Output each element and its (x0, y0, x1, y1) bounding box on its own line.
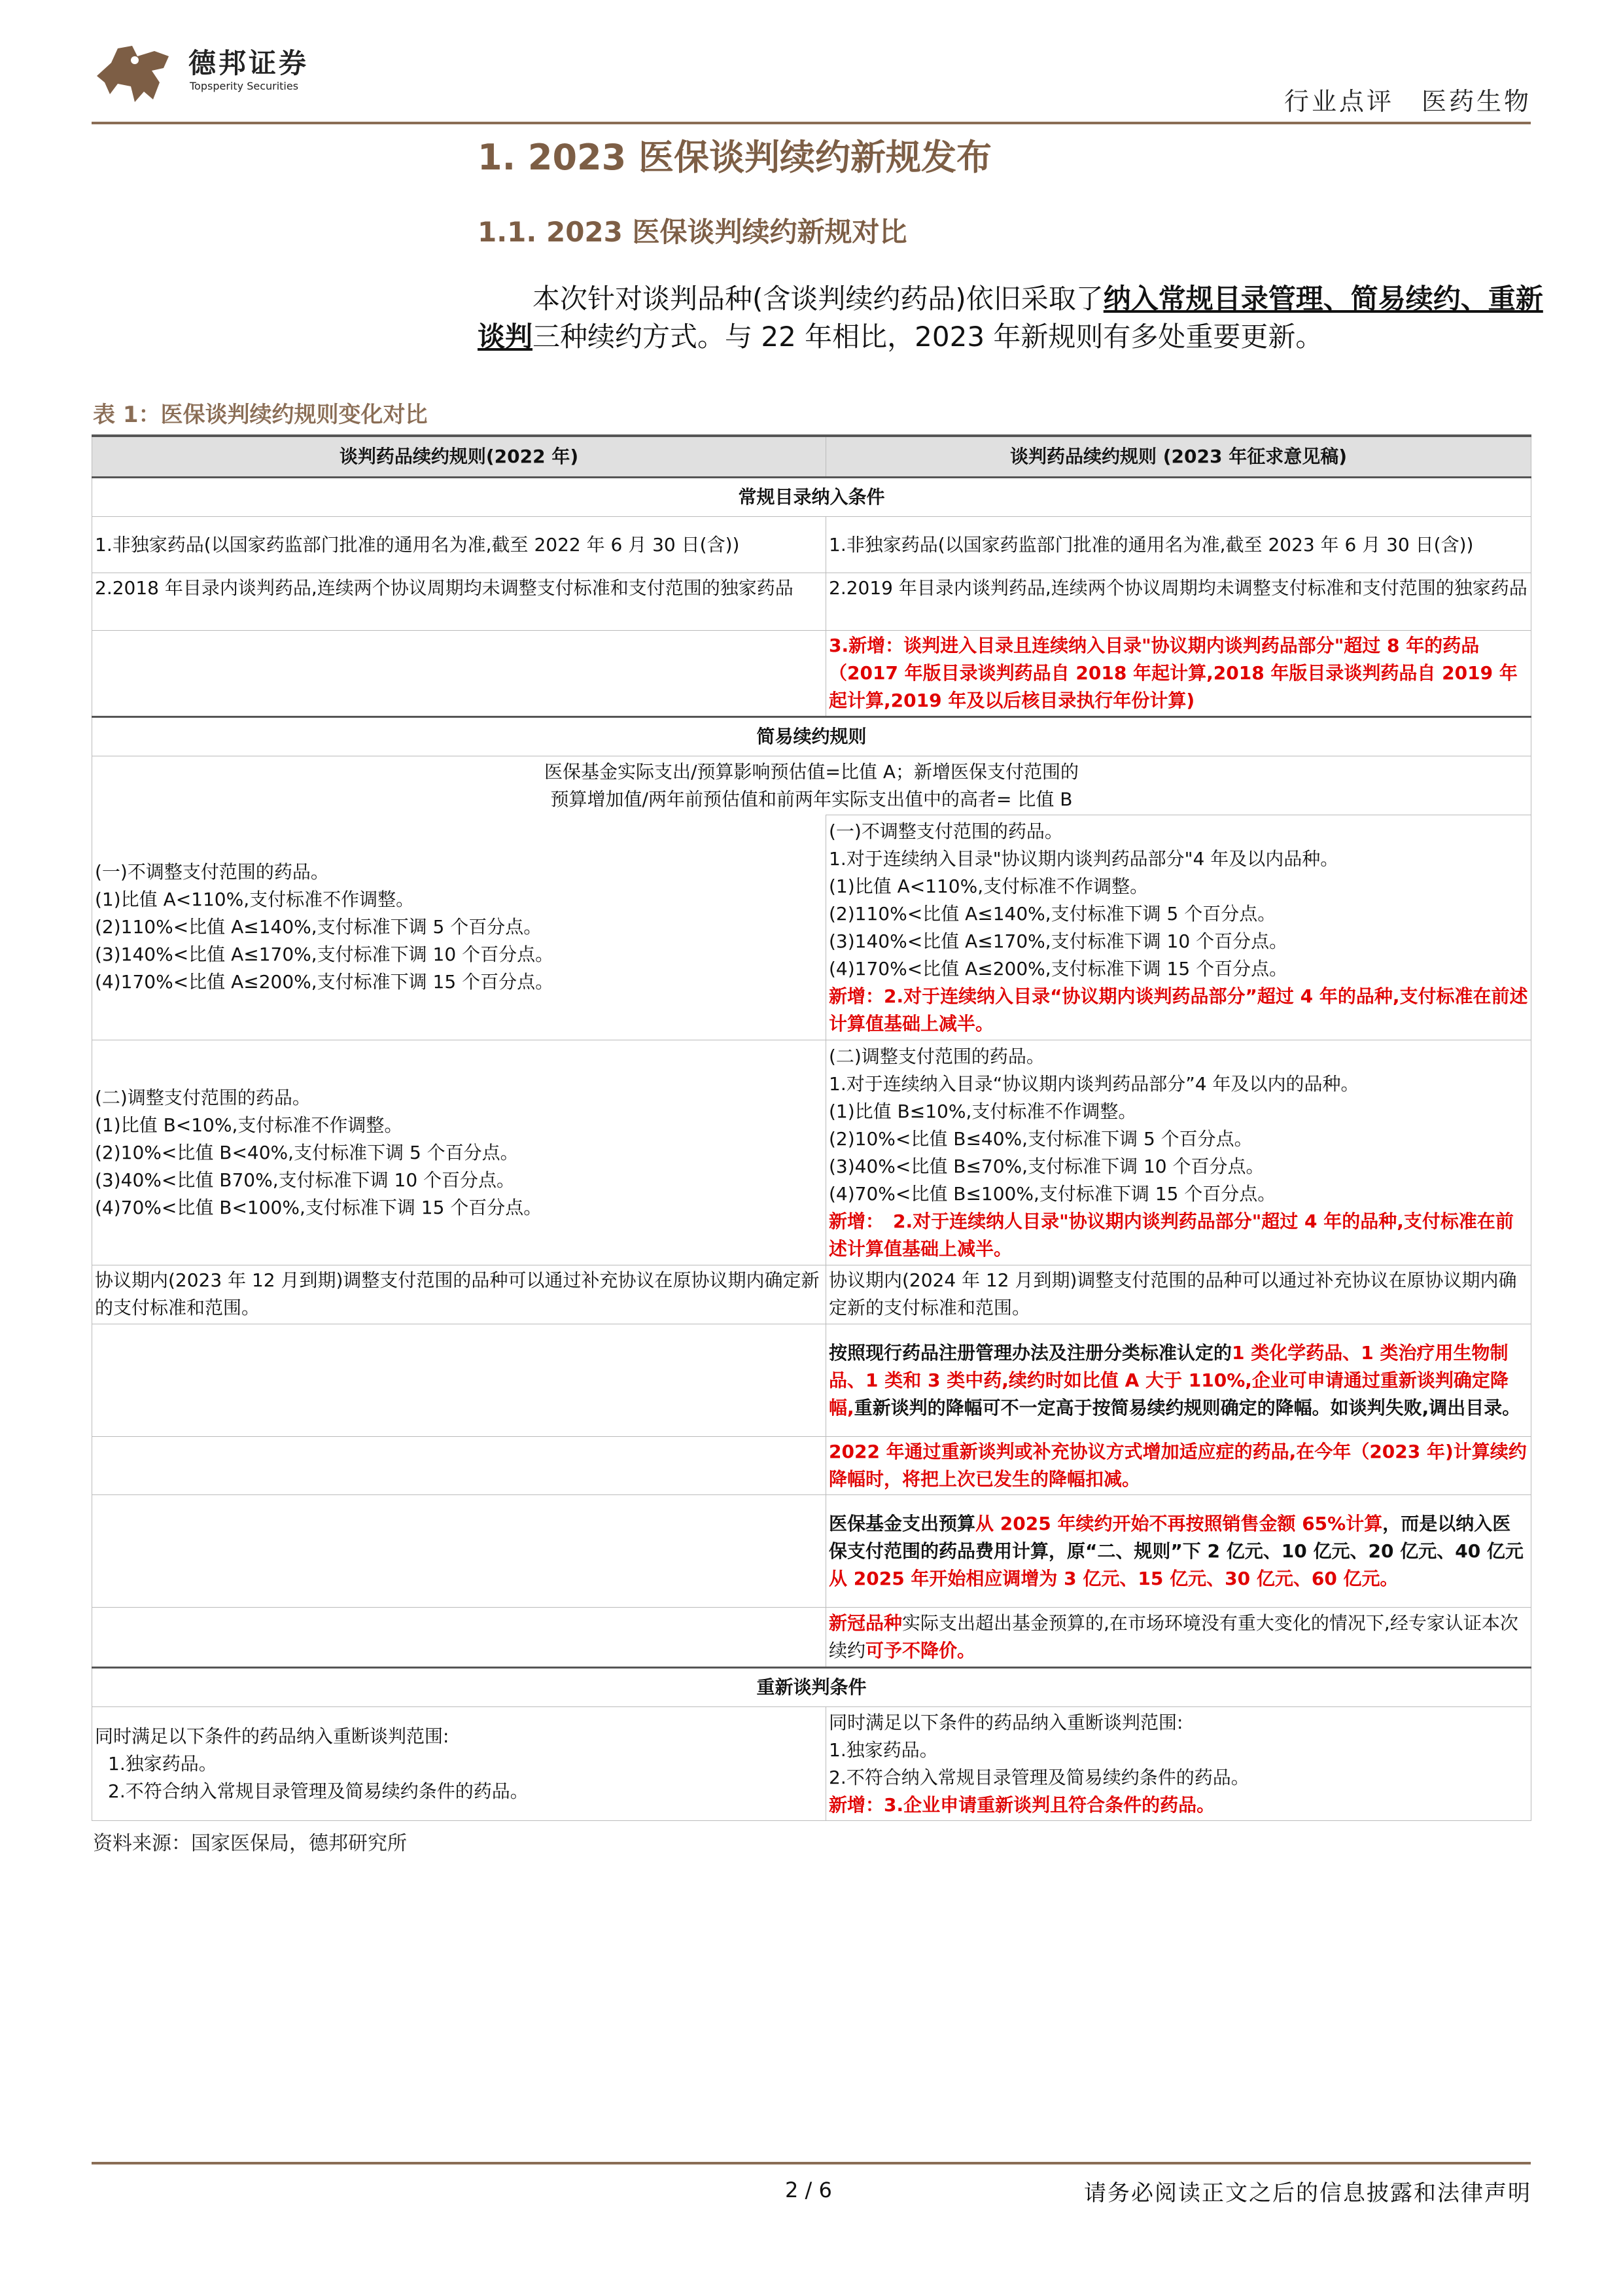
cell-2022-empty (92, 631, 826, 717)
cell-2023: 2.2019 年目录内谈判药品,连续两个协议周期均未调整支付标准和支付范围的独家药品 (826, 573, 1531, 631)
cell-2023-new (826, 1495, 1531, 1608)
rule-line: (二)调整支付范围的药品。 (829, 1045, 1045, 1067)
cell-2023-new (826, 1608, 1531, 1668)
rule-line: (1)比值 A<110%,支付标准不作调整。 (95, 889, 415, 911)
cell-2022-empty (92, 1437, 826, 1495)
table-header-row (92, 436, 1531, 478)
rule-line: (4)70%<比值 B≤100%,支付标准下调 15 个百分点。 (829, 1182, 1276, 1205)
cell-2022-empty (92, 1324, 826, 1437)
rule-line: 2.不符合纳入常规目录管理及简易续约条件的药品。 (829, 1766, 1249, 1788)
cell-2023-new (826, 1324, 1531, 1437)
cell-2023 (826, 815, 1531, 1040)
section-heading-simple-renewal: 简易续约规则 (92, 717, 1531, 756)
new-rule-line: 新增： 2.对于连续纳人目录"协议期内谈判药品部分"超过 4 年的品种,支付标准在前述计算值基础上减半。 (829, 1210, 1514, 1260)
cell-2022 (92, 1040, 826, 1265)
table-row (92, 573, 1531, 631)
rule-line: (2)110%<比值 A≤140%,支付标准下调 5 个百分点。 (95, 916, 542, 938)
cell-2023-new: 2022 年通过重新谈判或补充协议方式增加适应症的药品,在今年（2023 年)计算续约降幅时，将把上次已发生的降幅扣减。 (826, 1437, 1531, 1495)
cell-2022-empty (92, 1495, 826, 1608)
section-row (92, 717, 1531, 756)
rule-highlight: 新冠品种 (829, 1612, 903, 1634)
rule-line: (3)140%<比值 A≤170%,支付标准下调 10 个百分点。 (829, 930, 1288, 952)
comparison-table (92, 434, 1531, 1821)
rule-highlight: 可予不降价。 (865, 1640, 976, 1661)
cell-2023-new: 3.新增：谈判进入目录且连续纳入目录"协议期内谈判药品部分"超过 8 年的药品（2017 年版目录谈判药品自 2018 年起计算,2018 年版目录谈判药品自 2019 年起计算,2019 年及以后核目录执行年份计算) (826, 631, 1531, 717)
rule-text: 按照现行药品注册管理办法及注册分类标准认定的 (829, 1341, 1232, 1364)
table-row (92, 1707, 1531, 1821)
cell-2022 (92, 1707, 826, 1821)
table-row (92, 631, 1531, 717)
rule-line: 1.独家药品。 (829, 1739, 938, 1761)
source-note: 资料来源：国家医保局，德邦研究所 (93, 1832, 407, 1855)
rule-highlight: 从 2025 年开始相应调增为 3 亿元、15 亿元、30 亿元、60 亿元。 (829, 1567, 1399, 1589)
table-row (92, 517, 1531, 573)
rule-line: 同时满足以下条件的药品纳入重断谈判范围: (829, 1711, 1183, 1733)
table-row (92, 1040, 1531, 1265)
intro-text-end: 三种续约方式。与 22 年相比，2023 年新规则有多处重要更新。 (532, 321, 1323, 353)
rule-line: (3)40%<比值 B≤70%,支付标准下调 10 个百分点。 (829, 1155, 1265, 1177)
disclaimer-text: 请务必阅读正文之后的信息披露和法律声明 (1084, 2180, 1531, 2206)
intro-emphasis: 纳入常规目录管理、简易续约、重新谈判 (478, 283, 1543, 353)
formula-cell (92, 756, 1531, 815)
section-heading-renegotiation: 重新谈判条件 (92, 1668, 1531, 1707)
header-divider (92, 122, 1531, 124)
table-row (92, 1437, 1531, 1495)
cell-2022: 协议期内(2023 年 12 月到期)调整支付范围的品种可以通过补充协议在原协议期内确定新的支付标准和范围。 (92, 1265, 826, 1324)
intro-paragraph (478, 280, 1550, 356)
rule-line: (2)10%<比值 B≤40%,支付标准下调 5 个百分点。 (829, 1127, 1253, 1150)
section-title: 1. 2023 医保谈判续约新规发布 (478, 137, 992, 178)
cell-2023 (826, 1040, 1531, 1265)
rule-line: 同时满足以下条件的药品纳入重断谈判范围: (95, 1725, 449, 1747)
rule-line: 1.独家药品。 (108, 1752, 217, 1775)
rule-line: (1)比值 B<10%,支付标准不作调整。 (95, 1114, 403, 1136)
cell-2022: 1.非独家药品(以国家药监部门批准的通用名为准,截至 2022 年 6 月 30 日(含)) (92, 517, 826, 573)
page-number: 2 / 6 (785, 2178, 832, 2202)
formula-line: 医保基金实际支出/预算影响预估值=比值 A；新增医保支付范围的 (544, 760, 1079, 783)
cell-2022 (92, 815, 826, 1040)
cell-2023 (826, 1707, 1531, 1821)
table-row (92, 815, 1531, 1040)
rule-text: ，而是以纳入医保支付范围的药品费用计算，原“二、规则”下 2 亿元、10 亿元、20 亿元、40 亿元 (829, 1512, 1524, 1562)
table-row (92, 1495, 1531, 1608)
rule-highlight: 从 2025 年续约开始不再按照销售金额 65%计算 (975, 1512, 1383, 1534)
logo-mark-icon (92, 37, 190, 109)
rule-highlight: 1 类化学药品、1 类治疗用生物制品、1 类和 3 类中药,续约时如比值 A 大于 110%,企业可申请通过重新谈判确定降幅, (829, 1341, 1509, 1419)
formula-line: 预算增加值/两年前预估值和前两年实际支出值中的高者= 比值 B (550, 788, 1073, 810)
table-row (92, 1608, 1531, 1668)
column-header-2023: 谈判药品续约规则 (2023 年征求意见稿) (826, 436, 1531, 478)
rule-line: (3)40%<比值 B70%,支付标准下调 10 个百分点。 (95, 1169, 515, 1191)
rule-line: (3)140%<比值 A≤170%,支付标准下调 10 个百分点。 (95, 944, 554, 966)
company-name-en: Topsperity Securities (190, 80, 299, 92)
section-row (92, 478, 1531, 517)
table-caption: 表 1：医保谈判续约规则变化对比 (93, 402, 428, 428)
rule-text: 实际支出超出基金预算的,在市场环境没有重大变化的情况下,经专家认证本次续约 (829, 1612, 1518, 1661)
company-name-cn: 德邦证券 (188, 47, 309, 79)
table-row (92, 1265, 1531, 1324)
new-rule-line: 新增：3.企业申请重新谈判且符合条件的药品。 (829, 1793, 1215, 1816)
rule-line: (2)110%<比值 A≤140%,支付标准下调 5 个百分点。 (829, 902, 1276, 925)
cell-2023: 1.非独家药品(以国家药监部门批准的通用名为准,截至 2023 年 6 月 30 日(含)) (826, 517, 1531, 573)
section-row (92, 1668, 1531, 1707)
cell-2023: 协议期内(2024 年 12 月到期)调整支付范围的品种可以通过补充协议在原协议期内确定新的支付标准和范围。 (826, 1265, 1531, 1324)
report-category: 行业点评 医药生物 (1283, 87, 1531, 116)
intro-text: 本次针对谈判品种(含谈判续约药品)依旧采取了 (532, 283, 1104, 315)
rule-line: (一)不调整支付范围的药品。 (829, 820, 1063, 842)
table-row (92, 756, 1531, 815)
rule-line: (一)不调整支付范围的药品。 (95, 861, 329, 883)
rule-line: 2.不符合纳入常规目录管理及简易续约条件的药品。 (108, 1780, 529, 1802)
rule-line: (2)10%<比值 B<40%,支付标准下调 5 个百分点。 (95, 1141, 519, 1163)
column-header-2022: 谈判药品续约规则(2022 年) (92, 436, 826, 478)
rule-line: (4)170%<比值 A≤200%,支付标准下调 15 个百分点。 (95, 971, 554, 993)
rule-text: 医保基金支出预算 (829, 1512, 976, 1534)
cell-2022-empty (92, 1608, 826, 1668)
rule-line: (1)比值 A<110%,支付标准不作调整。 (829, 875, 1149, 897)
rule-line: 1.对于连续纳入目录"协议期内谈判药品部分"4 年及以内品种。 (829, 847, 1339, 870)
new-rule-line: 新增：2.对于连续纳入目录“协议期内谈判药品部分”超过 4 年的品种,支付标准在前述计算值基础上减半。 (829, 985, 1528, 1034)
section-heading-regular: 常规目录纳入条件 (92, 478, 1531, 517)
company-logo (92, 37, 458, 109)
rule-line: (4)70%<比值 B<100%,支付标准下调 15 个百分点。 (95, 1196, 542, 1218)
footer-divider (92, 2162, 1531, 2164)
table-row (92, 1324, 1531, 1437)
cell-2022: 2.2018 年目录内谈判药品,连续两个协议周期均未调整支付标准和支付范围的独家药品 (92, 573, 826, 631)
rule-line: (4)170%<比值 A≤200%,支付标准下调 15 个百分点。 (829, 957, 1288, 980)
subsection-title: 1.1. 2023 医保谈判续约新规对比 (478, 216, 907, 248)
rule-text: 重新谈判的降幅可不一定高于按简易续约规则确定的降幅。如谈判失败,调出目录。 (854, 1396, 1521, 1419)
rule-line: (1)比值 B≤10%,支付标准不作调整。 (829, 1100, 1137, 1122)
rule-line: 1.对于连续纳入目录“协议期内谈判药品部分”4 年及以内的品种。 (829, 1072, 1359, 1095)
rule-line: (二)调整支付范围的药品。 (95, 1086, 311, 1108)
